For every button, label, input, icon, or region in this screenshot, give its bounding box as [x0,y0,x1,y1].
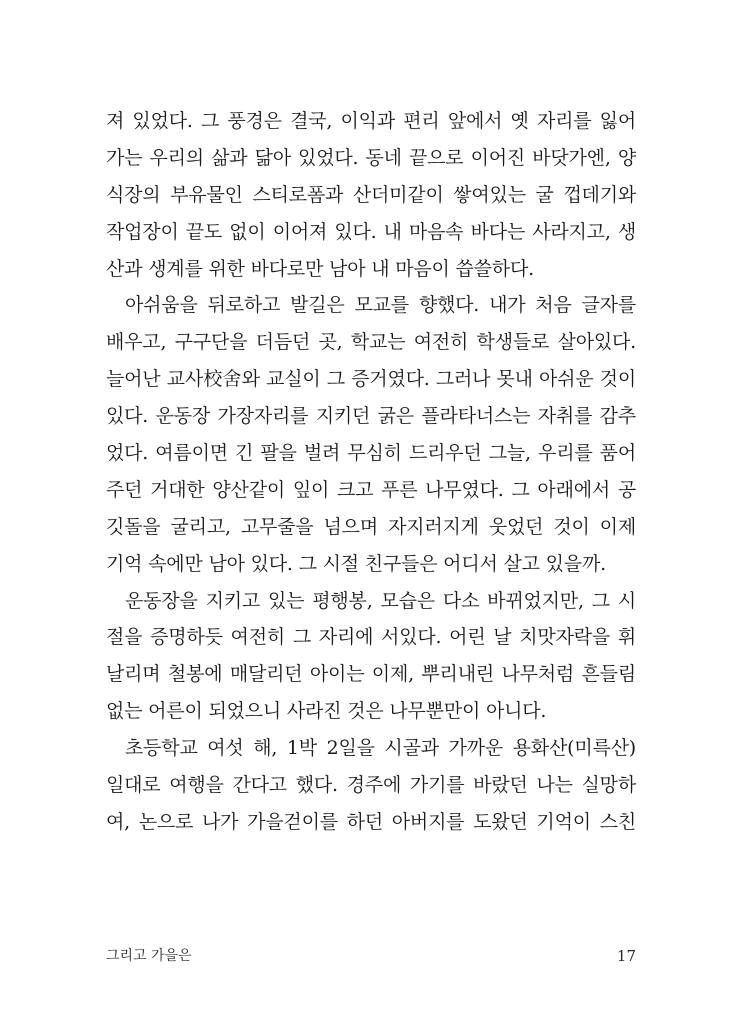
page-number: 17 [616,947,636,965]
text-line: 가는 우리의 삶과 닮아 있었다. 동네 끝으로 이어진 바닷가엔, 양 [106,146,636,169]
text-line: 었다. 여름이면 긴 팔을 벌려 무심히 드리우던 그늘, 우리를 품어 [106,442,636,465]
text-line: 초등학교 여섯 해, 1박 2일을 시골과 가까운 용화산(미륵산) [125,737,636,760]
text-line: 운동장을 지키고 있는 평행봉, 모습은 다소 바뀌었지만, 그 시 [125,589,636,612]
text-line: 져 있었다. 그 풍경은 결국, 이익과 편리 앞에서 옛 자리를 잃어 [106,110,636,132]
text-line: 늘어난 교사校舍와 교실이 그 증거였다. 그러나 못내 아쉬운 것이 [106,368,636,391]
text-line: 일대로 여행을 간다고 했다. 경주에 가기를 바랐던 나는 실망하 [106,774,636,797]
text-line: 깃돌을 굴리고, 고무줄을 넘으며 자지러지게 웃었던 것이 이제 [106,515,636,538]
text-line: 기억 속에만 남아 있다. 그 시절 친구들은 어디서 살고 있을까. [106,552,606,575]
text-line: 있다. 운동장 가장자리를 지키던 굵은 플라타너스는 자취를 감추 [106,405,636,428]
body-text [106,103,636,841]
text-line: 없는 어른이 되었으니 사라진 것은 나무뿐만이 아니다. [106,700,547,723]
text-line: 여, 논으로 나가 가을걷이를 하던 아버지를 도왔던 기억이 스친 [106,810,636,833]
running-title: 그리고 가을은 [106,948,192,964]
page-footer [106,944,636,968]
text-line: 작업장이 끝도 없이 이어져 있다. 내 마음속 바다는 사라지고, 생 [106,220,636,243]
text-line: 날리며 철봉에 매달리던 아이는 이제, 뿌리내린 나무처럼 흔들림 [106,663,636,686]
text-line: 산과 생계를 위한 바다로만 남아 내 마음이 씁쓸하다. [106,257,534,280]
text-line: 주던 거대한 양산같이 잎이 크고 푸른 나무였다. 그 아래에서 공 [106,478,636,501]
text-line: 식장의 부유물인 스티로폼과 산더미같이 쌓여있는 굴 껍데기와 [106,183,636,206]
text-line: 배우고, 구구단을 더듬던 곳, 학교는 여전히 학생들로 살아있다. [106,331,636,354]
text-line: 아쉬움을 뒤로하고 발길은 모교를 향했다. 내가 처음 글자를 [125,294,636,317]
text-line: 절을 증명하듯 여전히 그 자리에 서있다. 어린 날 치맛자락을 휘 [106,626,636,649]
